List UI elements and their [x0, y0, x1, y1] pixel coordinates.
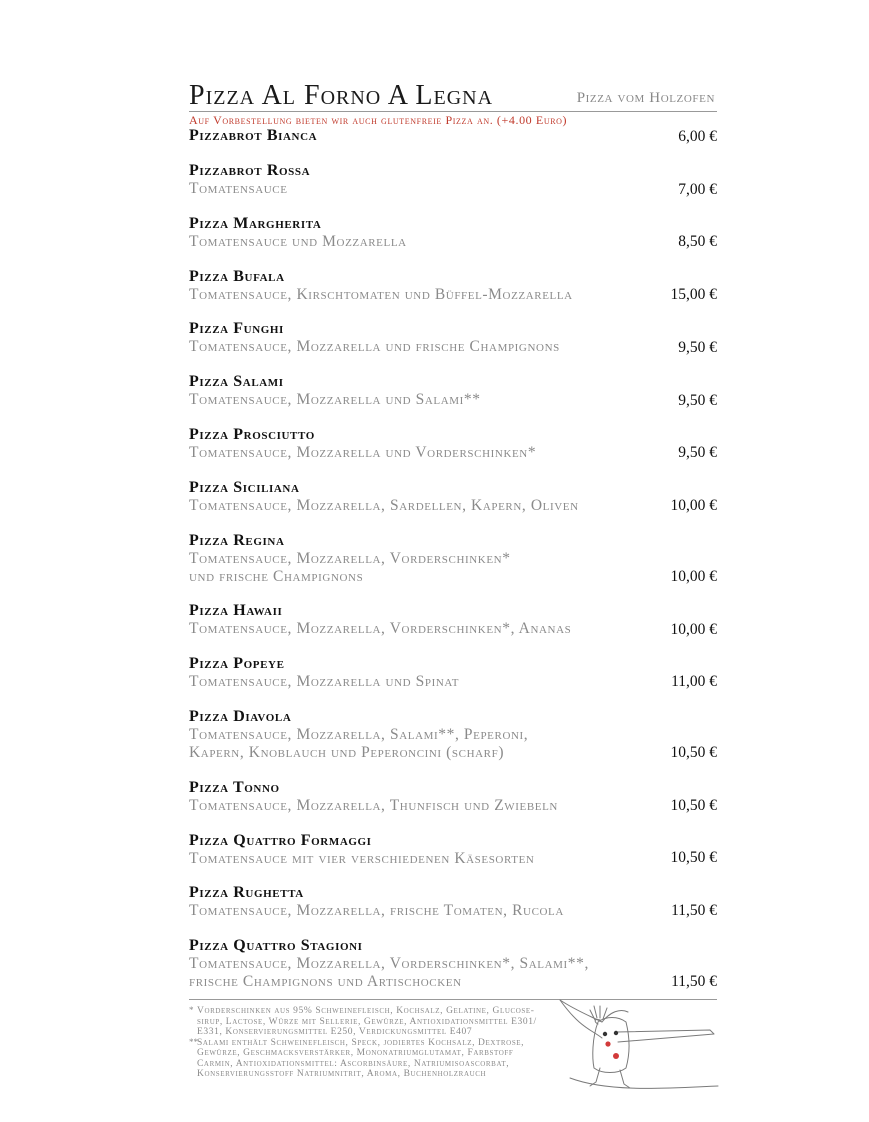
menu-list — [189, 0, 717, 1000]
footnote-mark: * — [189, 1005, 194, 1015]
item-name: Pizzabrot Bianca — [189, 127, 318, 144]
footnotes — [189, 1006, 569, 1080]
item-name: Pizza Rughetta — [189, 884, 304, 901]
menu-item — [189, 373, 717, 409]
footnote-line: Carmin, Antioxidationsmittel: Ascorbinsäure, Natriumisoascorbat, — [197, 1058, 510, 1069]
item-description: Tomatensauce, Mozzarella, Sardellen, Kapern, Oliven — [189, 497, 579, 514]
menu-item — [189, 215, 717, 251]
footnote-line: E331, Konservierungsmittel E250, Verdickungsmittel E407 — [197, 1027, 473, 1037]
menu-item — [189, 779, 717, 815]
footnote-line: sirup, Lactose, Würze mit Sellerie, Gewürze, Antioxidationsmittel E301/ — [197, 1016, 537, 1027]
item-description: Tomatensauce, Mozzarella, frische Tomaten, Rucola — [189, 902, 564, 919]
item-price: 15,00 € — [670, 286, 717, 303]
item-name: Pizza Tonno — [189, 779, 280, 796]
item-description: Tomatensauce, Mozzarella, Vorderschinken*, Salami**, — [189, 955, 589, 972]
item-name: Pizza Diavola — [189, 708, 292, 725]
item-price: 9,50 € — [678, 444, 717, 461]
item-price: 11,00 € — [671, 673, 717, 690]
footnote-line: Vorderschinken aus 95% Schweinefleisch, Kochsalz, Gelatine, Glucose- — [197, 1006, 535, 1016]
menu-item — [189, 708, 717, 762]
footnote — [189, 1038, 569, 1080]
menu-item — [189, 268, 717, 304]
item-description: Tomatensauce — [189, 180, 288, 197]
item-name: Pizza Siciliana — [189, 479, 300, 496]
footnote — [189, 1006, 569, 1038]
item-price: 9,50 € — [678, 339, 717, 356]
menu-item — [189, 532, 717, 586]
item-description: Tomatensauce, Mozzarella, Vorderschinken*, Ananas — [189, 620, 572, 637]
menu-item — [189, 127, 717, 145]
item-name: Pizza Prosciutto — [189, 426, 315, 443]
item-description: Tomatensauce mit vier verschiedenen Käsesorten — [189, 850, 535, 867]
item-description: Tomatensauce, Mozzarella, Thunfisch und Zwiebeln — [189, 797, 558, 814]
menu-item — [189, 162, 717, 198]
item-price: 10,50 € — [670, 744, 717, 761]
footnote-line: Gewürze, Geschmacksverstärker, Mononatriumglutamat, Farbstoff — [197, 1048, 514, 1058]
item-description: Tomatensauce, Mozzarella und Spinat — [189, 673, 460, 690]
pizza-character-doodle-icon — [550, 998, 720, 1093]
item-price: 10,50 € — [670, 797, 717, 814]
item-name: Pizza Regina — [189, 532, 285, 549]
item-name: Pizza Funghi — [189, 320, 284, 337]
item-description: Tomatensauce, Mozzarella und frische Champignons — [189, 338, 560, 355]
footnote-mark: ** — [189, 1036, 198, 1047]
menu-item — [189, 937, 717, 991]
menu-item — [189, 832, 717, 868]
item-description: Tomatensauce und Mozzarella — [189, 233, 407, 250]
menu-item — [189, 426, 717, 462]
item-name: Pizza Margherita — [189, 215, 322, 232]
item-price: 11,50 € — [671, 973, 717, 990]
menu-item — [189, 479, 717, 515]
item-name: Pizza Popeye — [189, 655, 285, 672]
item-description: Tomatensauce, Mozzarella und Salami** — [189, 391, 481, 408]
item-description: Tomatensauce, Kirschtomaten und Büffel-Mozzarella — [189, 286, 573, 303]
item-name: Pizza Hawaii — [189, 602, 283, 619]
item-description: frische Champignons und Artischocken — [189, 973, 462, 990]
gluten-free-note: Auf Vorbestellung bieten wir auch glutenfreie Pizza an. (+4.00 Euro) — [189, 113, 568, 127]
item-price: 8,50 € — [678, 233, 717, 250]
page-subtitle: Pizza vom Holzofen — [576, 90, 715, 106]
item-name: Pizza Salami — [189, 373, 284, 390]
item-description: Tomatensauce, Mozzarella, Salami**, Peperoni, — [189, 726, 529, 743]
item-description: Tomatensauce, Mozzarella und Vorderschinken* — [189, 444, 537, 461]
item-price: 10,00 € — [670, 621, 717, 638]
item-name: Pizza Bufala — [189, 268, 285, 285]
item-price: 10,50 € — [670, 849, 717, 866]
menu-item — [189, 884, 717, 920]
item-name: Pizza Quattro Stagioni — [189, 937, 363, 954]
menu-item — [189, 320, 717, 356]
item-price: 9,50 € — [678, 392, 717, 409]
item-price: 10,00 € — [670, 568, 717, 585]
footnote-line: Konservierungsstoff Natriumnitrit, Aroma, Buchenholzrauch — [197, 1069, 487, 1079]
item-price: 11,50 € — [671, 902, 717, 919]
menu-item — [189, 602, 717, 638]
item-name: Pizzabrot Rossa — [189, 162, 311, 179]
item-name: Pizza Quattro Formaggi — [189, 832, 372, 849]
item-price: 10,00 € — [670, 497, 717, 514]
footnote-line: Salami enthält Schweinefleisch, Speck, jodiertes Kochsalz, Dextrose, — [197, 1037, 525, 1048]
item-description: Kapern, Knoblauch und Peperoncini (scharf) — [189, 744, 505, 761]
item-price: 7,00 € — [678, 181, 717, 198]
menu-item — [189, 655, 717, 691]
item-price: 6,00 € — [678, 128, 717, 145]
item-description: und frische Champignons — [189, 568, 364, 585]
page-title: Pizza Al Forno A Legna — [189, 80, 494, 111]
item-description: Tomatensauce, Mozzarella, Vorderschinken* — [189, 550, 511, 567]
